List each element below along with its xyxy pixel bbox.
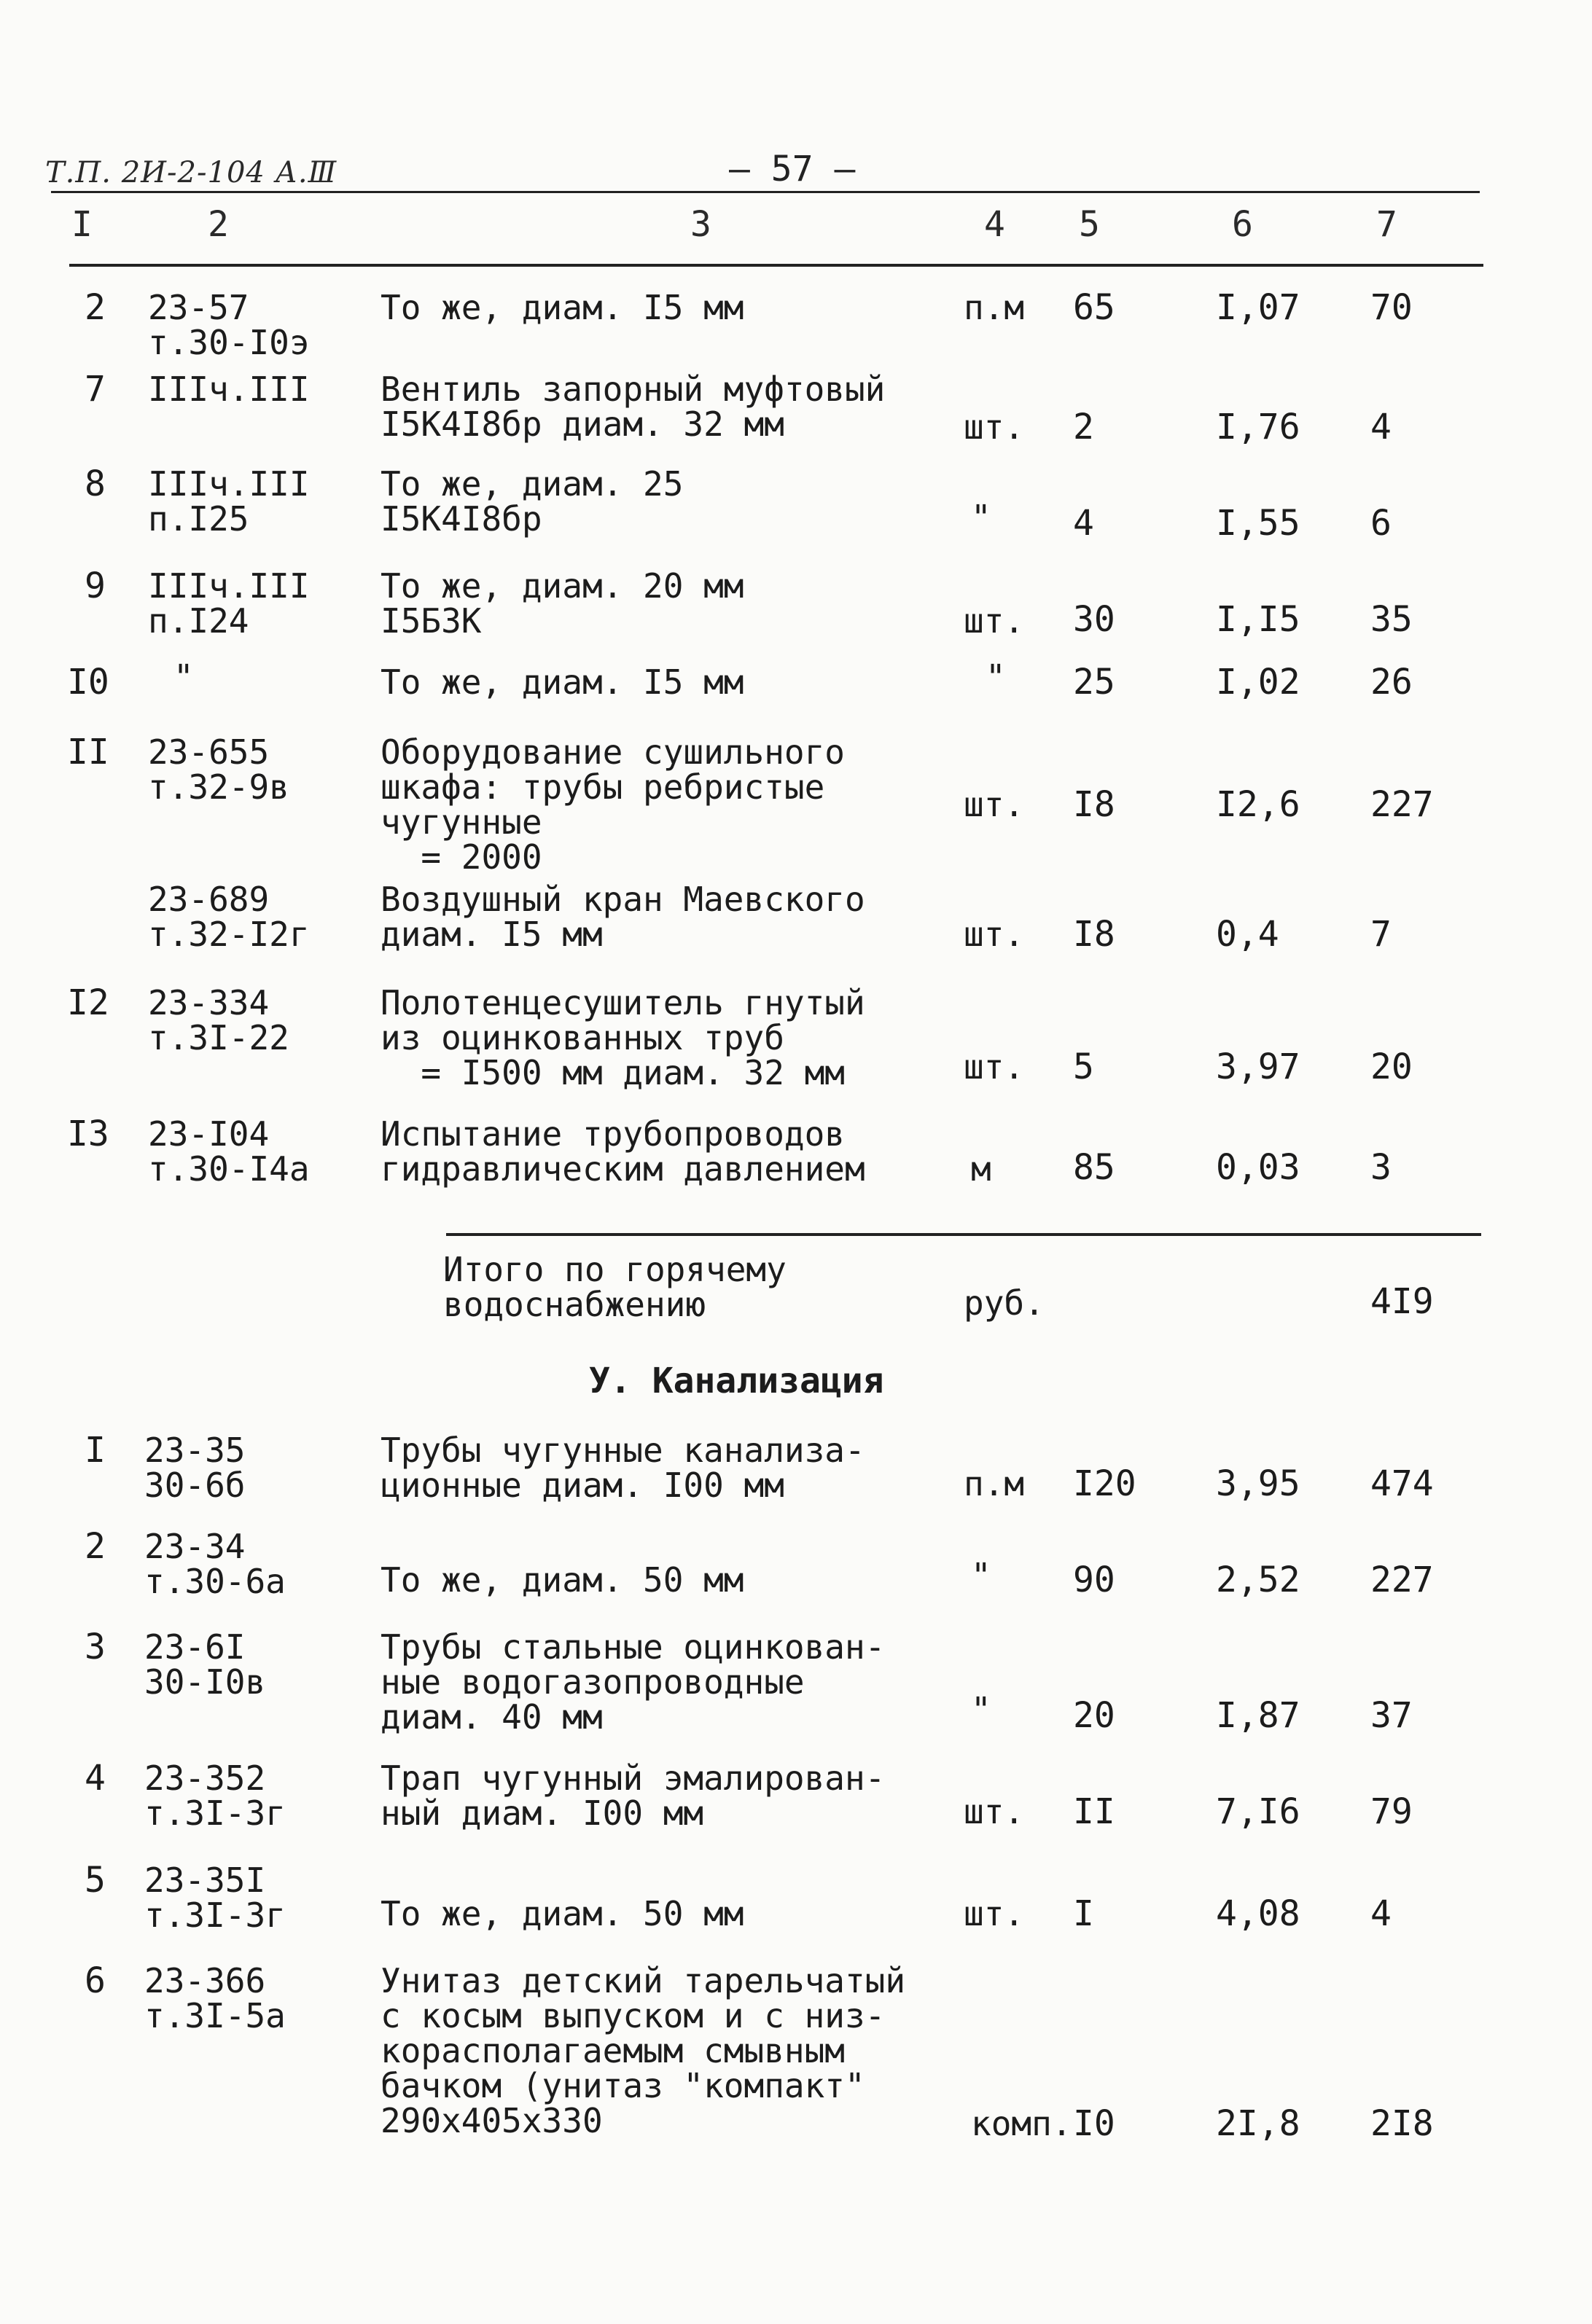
column-number-4: 4 [984,204,1005,245]
rate-code: 23-689 т.32-I2г [148,880,310,954]
rate-code: 23-57 т.30-I0э [148,288,310,362]
unit: " [971,1690,991,1729]
total-cost: 227 [1370,1560,1434,1600]
quantity: I8 [1073,914,1115,955]
row-number: 4 [85,1758,106,1799]
quantity: II [1073,1791,1115,1832]
row-number: 2 [85,287,106,328]
quantity: I0 [1073,2103,1115,2144]
unit-price: I,87 [1216,1695,1300,1736]
header-rule [69,264,1483,267]
subtotal-unit: руб. [964,1283,1045,1323]
item-description: Оборудование сушильного шкафа: трубы ребристые чугунные = 2000 [381,732,845,877]
document-code: Т.П. 2И-2-104 А.Ⅲ [45,156,337,189]
column-number-7: 7 [1376,204,1397,245]
quantity: I [1073,1893,1094,1934]
quantity: 90 [1073,1560,1115,1600]
unit: " [986,657,1006,697]
unit: м [971,1149,991,1189]
unit: шт. [964,1792,1025,1831]
item-description: То же, диам. 50 мм [381,1894,744,1933]
unit-price: I,76 [1216,407,1300,447]
total-cost: 4 [1370,407,1392,447]
item-description: То же, диам. 50 мм [381,1560,744,1600]
row-number: I [85,1430,106,1471]
unit: п.м [964,1464,1025,1503]
quantity: 5 [1073,1046,1094,1087]
quantity: 25 [1073,662,1115,703]
total-cost: 3 [1370,1147,1392,1188]
unit: шт. [964,1047,1025,1087]
column-number-6: 6 [1232,204,1253,245]
subtotal-total: 4I9 [1370,1281,1434,1322]
total-cost: 4 [1370,1893,1392,1934]
unit-price: 0,03 [1216,1147,1300,1188]
item-description: То же, диам. I5 мм [381,288,744,327]
page-number: – 57 – [729,149,856,189]
rate-code: 23-34 т.30-6а [144,1527,286,1601]
row-number: 2 [85,1526,106,1567]
rate-code: 23-366 т.3I-5а [144,1961,286,2035]
rate-code: 23-6I 30-I0в [144,1627,266,1702]
item-description: Трубы чугунные канализа- ционные диам. I00 мм [381,1431,865,1505]
unit-price: I,I5 [1216,599,1300,640]
unit-price: 4,08 [1216,1893,1300,1934]
item-description: То же, диам. 25 I5К4I8бр [381,464,684,539]
item-description: Вентиль запорный муфтовый I5К4I8бр диам. 32 мм [381,369,886,444]
unit-price: 3,95 [1216,1463,1300,1504]
unit-price: 0,4 [1216,914,1279,955]
row-number: 8 [85,463,106,504]
unit: шт. [964,785,1025,824]
quantity: I20 [1073,1463,1136,1504]
section-heading: У. Канализация [589,1361,884,1401]
item-description: Трап чугунный эмалирован- ный диам. I00 мм [381,1758,886,1833]
column-number-2: 2 [208,204,229,245]
unit: шт. [964,1894,1025,1933]
item-description: То же, диам. 20 мм I5Б3К [381,566,744,641]
unit-price: 2,52 [1216,1560,1300,1600]
row-number: 3 [85,1627,106,1667]
rate-code: IIIч.III [148,369,310,409]
rate-code: 23-35 30-6б [144,1431,246,1505]
rate-code: IIIч.III п.I24 [148,566,310,641]
item-description: Воздушный кран Маевского диам. I5 мм [381,880,865,954]
item-description: Испытание трубопроводов гидравлическим давлением [381,1114,865,1189]
row-number: I3 [67,1114,109,1154]
row-number: 9 [85,566,106,606]
total-cost: 2I8 [1370,2103,1434,2144]
quantity: 85 [1073,1147,1115,1188]
unit-price: I,55 [1216,503,1300,544]
subtotal-label: Итого по горячему водоснабжению [443,1250,787,1324]
rate-code: IIIч.III п.I25 [148,464,310,539]
row-number: 7 [85,369,106,410]
column-number-1: I [71,204,93,245]
item-description: Трубы стальные оцинкован- ные водогазопроводные диам. 40 мм [381,1627,886,1737]
quantity: 4 [1073,503,1094,544]
row-number: 5 [85,1860,106,1901]
item-description: Унитаз детский тарельчатый с косым выпуском и с низ- корасполагаемым смывным бачком (унитаз "компакт" 290х405х330 [381,1961,906,2140]
row-number: I2 [67,982,109,1023]
row-number: 6 [85,1960,106,2001]
row-number: II [67,732,109,772]
rate-code: 23-655 т.32-9в [148,732,289,807]
total-cost: 7 [1370,914,1392,955]
rate-code: " [173,657,194,697]
unit-price: I2,6 [1216,784,1300,825]
top-rule [51,191,1480,193]
total-cost: 79 [1370,1791,1413,1832]
unit: п.м [964,288,1025,327]
unit-price: I,02 [1216,662,1300,703]
unit-price: 2I,8 [1216,2103,1300,2144]
column-number-5: 5 [1079,204,1100,245]
unit: комп. [971,2104,1072,2143]
subtotal-rule [446,1233,1481,1236]
total-cost: 20 [1370,1046,1413,1087]
quantity: I8 [1073,784,1115,825]
quantity: 20 [1073,1695,1115,1736]
quantity: 65 [1073,287,1115,328]
total-cost: 70 [1370,287,1413,328]
item-description: То же, диам. I5 мм [381,662,744,702]
total-cost: 6 [1370,503,1392,544]
row-number: I0 [67,662,109,703]
unit-price: I,07 [1216,287,1300,328]
rate-code: 23-352 т.3I-3г [144,1758,286,1833]
unit-price: 3,97 [1216,1046,1300,1087]
column-number-3: 3 [690,204,711,245]
unit-price: 7,I6 [1216,1791,1300,1832]
rate-code: 23-334 т.3I-22 [148,983,289,1057]
quantity: 30 [1073,599,1115,640]
rate-code: 23-I04 т.30-I4а [148,1114,310,1189]
item-description: Полотенцесушитель гнутый из оцинкованных труб = I500 мм диам. 32 мм [381,983,865,1092]
quantity: 2 [1073,407,1094,447]
total-cost: 227 [1370,784,1434,825]
unit: шт. [964,915,1025,954]
unit: шт. [964,407,1025,447]
unit: " [971,498,991,537]
total-cost: 26 [1370,662,1413,703]
total-cost: 37 [1370,1695,1413,1736]
rate-code: 23-35I т.3I-3г [144,1861,286,1935]
total-cost: 35 [1370,599,1413,640]
unit: шт. [964,601,1025,641]
unit: " [971,1556,991,1595]
total-cost: 474 [1370,1463,1434,1504]
